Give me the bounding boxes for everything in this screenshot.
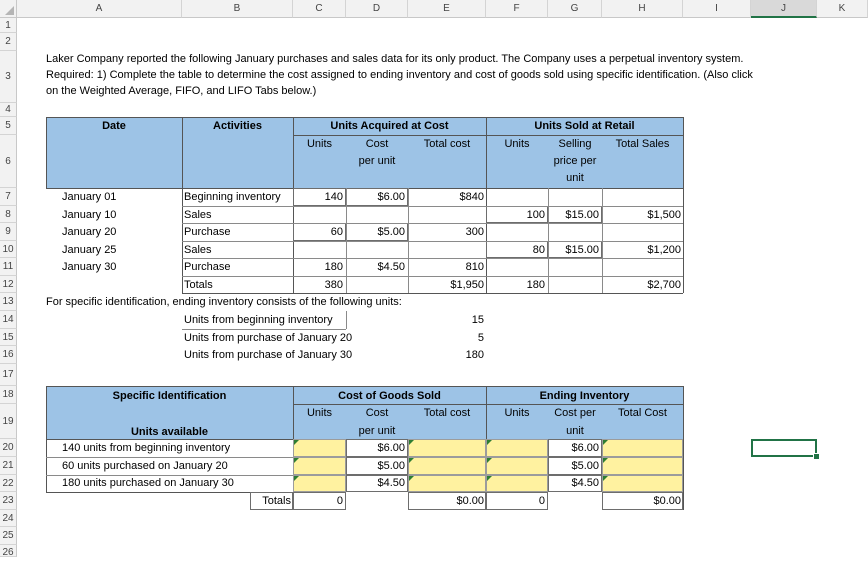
- error-flag-icon[interactable]: [409, 476, 414, 481]
- cost-cell[interactable]: $4.50: [377, 261, 405, 273]
- specific-item-value[interactable]: 15: [471, 314, 484, 326]
- totals-units: 380: [324, 279, 343, 291]
- header-cost-per-unit: per unit: [358, 155, 396, 167]
- cost-cell[interactable]: $6.00: [377, 191, 405, 203]
- totals-ending-cost: $0.00: [653, 495, 681, 507]
- row-header-14[interactable]: 14: [0, 311, 17, 329]
- header-price-per: price per: [553, 155, 597, 167]
- header-ending-cost-per: Cost per: [554, 407, 596, 419]
- units-cell[interactable]: 180: [324, 261, 343, 273]
- row-header-5[interactable]: 5: [0, 117, 17, 135]
- cogs-units-input[interactable]: [293, 439, 346, 457]
- row-header-21[interactable]: 21: [0, 457, 17, 475]
- header-units: Units: [306, 138, 333, 150]
- row-header-11[interactable]: 11: [0, 258, 17, 276]
- header-ending-units: Units: [504, 407, 530, 419]
- ending-total-input[interactable]: [602, 439, 683, 457]
- cost-cell[interactable]: $5.00: [377, 226, 405, 238]
- specific-item-value[interactable]: 180: [465, 349, 484, 361]
- cogs-units-input[interactable]: [293, 457, 346, 475]
- specific-item-label: Units from beginning inventory: [184, 314, 333, 326]
- specific-item-value[interactable]: 5: [477, 332, 484, 344]
- fill-handle[interactable]: [813, 453, 820, 460]
- header-units-sold: Units Sold at Retail: [534, 120, 635, 132]
- row-header-25[interactable]: 25: [0, 527, 17, 545]
- ending-units-input[interactable]: [486, 457, 548, 475]
- row-header-1[interactable]: 1: [0, 18, 17, 33]
- ending-total-input[interactable]: [602, 457, 683, 475]
- header-cogs: Cost of Goods Sold: [338, 390, 441, 402]
- units-cell[interactable]: 140: [324, 191, 343, 203]
- intro-line-2: Required: 1) Complete the table to determine the cost assigned to ending inventory and cost of goods sold using specific identification. (Also click: [46, 69, 753, 81]
- sales-cell[interactable]: $1,200: [647, 244, 681, 256]
- header-cogs-units: Units: [306, 407, 333, 419]
- column-header-j[interactable]: J: [751, 0, 817, 18]
- totals-label: Totals: [184, 279, 213, 291]
- column-header-f[interactable]: F: [486, 0, 548, 18]
- price-cell[interactable]: $15.00: [565, 209, 599, 221]
- row-header-24[interactable]: 24: [0, 510, 17, 527]
- units-sold-cell[interactable]: 100: [526, 209, 545, 221]
- row-header-7[interactable]: 7: [0, 188, 17, 206]
- header-ending-inventory: Ending Inventory: [539, 390, 630, 402]
- units-available-label: 140 units from beginning inventory: [62, 442, 231, 454]
- error-flag-icon[interactable]: [603, 458, 608, 463]
- column-header-e[interactable]: E: [408, 0, 486, 18]
- intro-line-1: Laker Company reported the following January purchases and sales data for its only product. The Company uses a perpetual inventory system.: [46, 53, 744, 65]
- error-flag-icon[interactable]: [487, 440, 492, 445]
- date-cell[interactable]: January 20: [62, 226, 117, 238]
- error-flag-icon[interactable]: [603, 476, 608, 481]
- row-header-15[interactable]: 15: [0, 329, 17, 346]
- specific-item-label: Units from purchase of January 20: [184, 332, 353, 344]
- column-header-i[interactable]: I: [683, 0, 751, 18]
- header-cogs-total-cost: Total cost: [423, 407, 471, 419]
- specific-intro: For specific identification, ending inventory consists of the following units:: [46, 296, 402, 308]
- error-flag-icon[interactable]: [294, 476, 299, 481]
- date-cell[interactable]: January 01: [62, 191, 117, 203]
- units-cell[interactable]: 60: [330, 226, 343, 238]
- select-all-corner[interactable]: [0, 0, 17, 18]
- total-cost-cell[interactable]: 810: [465, 261, 484, 273]
- header-total-cost: Total cost: [423, 138, 471, 150]
- error-flag-icon[interactable]: [294, 458, 299, 463]
- header-ending-unit: unit: [566, 425, 584, 437]
- units-available-label: 60 units purchased on January 20: [62, 460, 228, 472]
- row-header-23[interactable]: 23: [0, 492, 17, 510]
- row-header-13[interactable]: 13: [0, 293, 17, 311]
- cogs-unit-cost: $5.00: [377, 460, 405, 472]
- cogs-unit-cost: $4.50: [377, 477, 405, 489]
- ending-unit-cost: $5.00: [571, 460, 599, 472]
- row-header-17[interactable]: 17: [0, 364, 17, 386]
- ending-unit-cost: $6.00: [571, 442, 599, 454]
- header-units-acquired: Units Acquired at Cost: [330, 120, 449, 132]
- header-units-sold-count: Units: [504, 138, 530, 150]
- header-date: Date: [102, 120, 126, 132]
- units-available-label: 180 units purchased on January 30: [62, 477, 234, 489]
- activity-cell[interactable]: Sales: [184, 209, 212, 221]
- header-ending-total-cost: Total Cost: [618, 407, 667, 419]
- ending-total-input[interactable]: [602, 475, 683, 492]
- total-cost-cell[interactable]: 300: [465, 226, 484, 238]
- row-header-4[interactable]: 4: [0, 103, 17, 117]
- column-header-d[interactable]: D: [346, 0, 408, 18]
- row-header-2[interactable]: 2: [0, 33, 17, 51]
- cogs-total-input[interactable]: [408, 457, 486, 475]
- cogs-total-input[interactable]: [408, 475, 486, 492]
- totals-cost: $1,950: [450, 279, 484, 291]
- column-header-h[interactable]: H: [602, 0, 683, 18]
- date-cell[interactable]: January 10: [62, 209, 117, 221]
- activity-cell[interactable]: Purchase: [184, 261, 231, 273]
- sales-cell[interactable]: $1,500: [647, 209, 681, 221]
- selected-cell[interactable]: [751, 439, 817, 457]
- column-header-a[interactable]: A: [17, 0, 182, 18]
- totals-ending-units: 0: [538, 495, 545, 507]
- header-cogs-cost: Cost: [365, 407, 389, 419]
- error-flag-icon[interactable]: [294, 440, 299, 445]
- row-header-22[interactable]: 22: [0, 475, 17, 492]
- column-header-k[interactable]: K: [817, 0, 868, 18]
- activity-cell[interactable]: Purchase: [184, 226, 231, 238]
- row-header-20[interactable]: 20: [0, 439, 17, 457]
- ending-units-input[interactable]: [486, 475, 548, 492]
- date-cell[interactable]: January 25: [62, 244, 117, 256]
- header-activities: Activities: [213, 120, 262, 132]
- row-header-26[interactable]: 26: [0, 545, 17, 557]
- units-sold-cell[interactable]: 80: [532, 244, 545, 256]
- header-total-sales: Total Sales: [615, 138, 670, 150]
- header-cost: Cost: [365, 138, 389, 150]
- price-cell[interactable]: $15.00: [565, 244, 599, 256]
- activity-cell[interactable]: Beginning inventory: [184, 191, 281, 203]
- ending-units-input[interactable]: [486, 439, 548, 457]
- cogs-unit-cost: $6.00: [377, 442, 405, 454]
- row-header-9[interactable]: 9: [0, 223, 17, 241]
- totals-units-sold: 180: [526, 279, 545, 291]
- totals-cogs-cost: $0.00: [456, 495, 484, 507]
- totals-cogs-units: 0: [336, 495, 343, 507]
- header-unit: unit: [566, 172, 584, 184]
- row-header-12[interactable]: 12: [0, 276, 17, 293]
- row-header-19[interactable]: 19: [0, 404, 17, 439]
- header-cogs-per-unit: per unit: [358, 425, 396, 437]
- ending-unit-cost: $4.50: [571, 477, 599, 489]
- error-flag-icon[interactable]: [409, 440, 414, 445]
- error-flag-icon[interactable]: [487, 476, 492, 481]
- specific-item-label: Units from purchase of January 30: [184, 349, 353, 361]
- error-flag-icon[interactable]: [487, 458, 492, 463]
- header-specific-identification: Specific Identification: [112, 390, 227, 402]
- error-flag-icon[interactable]: [603, 440, 608, 445]
- header-units-available: Units available: [130, 426, 209, 438]
- header-selling: Selling: [558, 138, 592, 150]
- date-cell[interactable]: January 30: [62, 261, 117, 273]
- column-header-g[interactable]: G: [548, 0, 602, 18]
- row-header-18[interactable]: 18: [0, 386, 17, 404]
- column-header-b[interactable]: B: [182, 0, 293, 18]
- cogs-total-input[interactable]: [408, 439, 486, 457]
- row-header-3[interactable]: 3: [0, 51, 17, 103]
- row-header-10[interactable]: 10: [0, 241, 17, 258]
- row-header-6[interactable]: 6: [0, 135, 17, 188]
- totals-sales: $2,700: [647, 279, 681, 291]
- activity-cell[interactable]: Sales: [184, 244, 212, 256]
- column-header-c[interactable]: C: [293, 0, 346, 18]
- row-header-8[interactable]: 8: [0, 206, 17, 223]
- row-header-16[interactable]: 16: [0, 346, 17, 364]
- total-cost-cell[interactable]: $840: [459, 191, 484, 203]
- intro-line-3: on the Weighted Average, FIFO, and LIFO Tabs below.): [46, 85, 317, 97]
- cogs-units-input[interactable]: [293, 475, 346, 492]
- error-flag-icon[interactable]: [409, 458, 414, 463]
- totals-label-2: Totals: [262, 495, 291, 507]
